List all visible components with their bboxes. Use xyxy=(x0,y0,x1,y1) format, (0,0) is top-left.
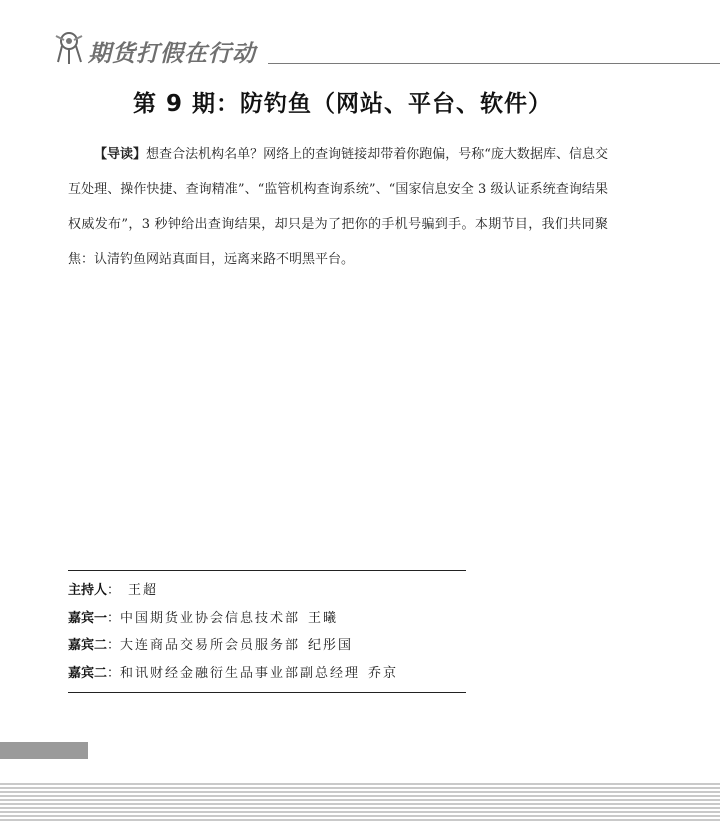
guest-name: 乔京 xyxy=(368,665,399,681)
roster-row-guest-3: 嘉宾二：和讯财经金融衍生品事业部副总经理 乔京 xyxy=(68,665,399,681)
page-tab-marker xyxy=(0,742,88,759)
guest-name: 纪彤国 xyxy=(308,638,354,653)
guest-org: 和讯财经金融衍生品事业部副总经理 xyxy=(120,665,361,681)
intro-label: 【导读】 xyxy=(94,147,147,162)
guest-roster xyxy=(68,580,468,690)
roster-row-guest-2: 嘉宾二：大连商品交易所会员服务部 纪彤国 xyxy=(68,638,354,653)
intro-text: 想查合法机构名单？网络上的查询链接却带着你跑偏，号称“庞大数据库、信息交互处理、操作快捷、查询精准”、“监管机构查询系统”、“国家信息安全 3 级认证系统查询结果权威发布”，3 秒钟给出查询结果，却只是为了把你的手机号骗到手。本期节目，我们共同聚焦：认清钓鱼网站真面目，远离来路不明黑平台。 xyxy=(68,147,608,267)
header-divider xyxy=(268,63,720,64)
host-name: 王超 xyxy=(128,583,159,598)
section-logo-icon xyxy=(52,28,86,66)
issue-title: 第 9 期：防钓鱼（网站、平台、软件） xyxy=(133,91,553,117)
section-title: 期货打假在行动 xyxy=(88,41,256,67)
guest-org: 中国期货业协会信息技术部 xyxy=(120,610,301,626)
roster-row-host: 主持人： 王超 xyxy=(68,583,159,598)
roster-top-rule xyxy=(68,570,466,571)
roster-row-guest-1: 嘉宾一：中国期货业协会信息技术部 王曦 xyxy=(68,610,339,626)
roster-bottom-rule xyxy=(68,692,466,693)
guest-org: 大连商品交易所会员服务部 xyxy=(120,638,301,653)
footer-stripes xyxy=(0,783,720,823)
intro-paragraph xyxy=(68,137,608,277)
guest-name: 王曦 xyxy=(308,610,339,626)
